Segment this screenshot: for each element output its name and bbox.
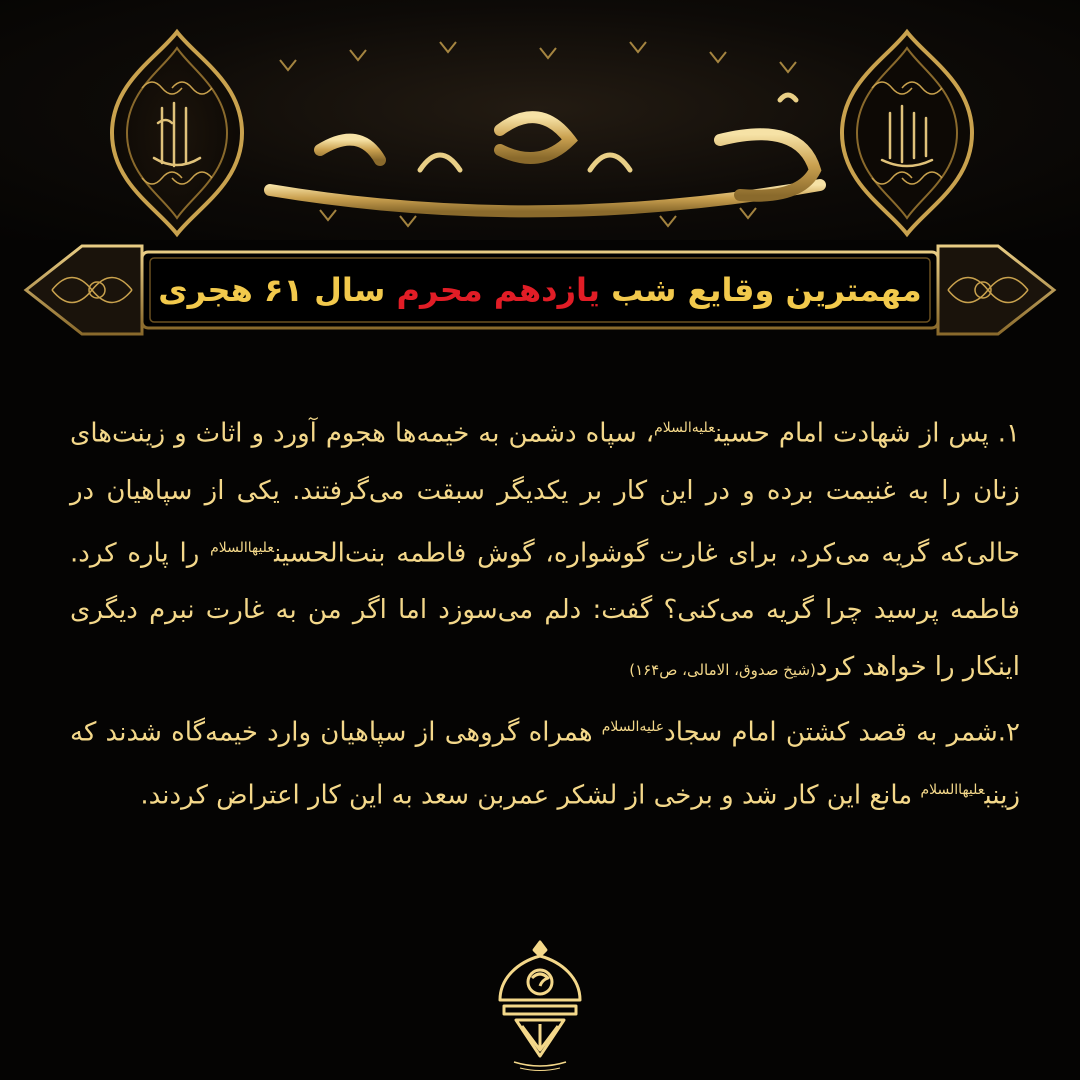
- article-body: [70, 400, 1020, 825]
- calligraphy-art: [240, 20, 840, 235]
- honorific-mark: علیها‌السلام: [920, 781, 985, 798]
- paragraph-text: ، سپاه دشمن به خیمه‌ها هجوم آورد و اثاث و زینت‌های زنان را به غنیمت برده و در این کار بر یکدیگر سبقت می‌گرفتند. یکی از سپاهیان در حالی‌که گریه می‌کرد، برای غارت گوشواره، گوش فاطمه بنت‌الحسین: [70, 418, 1020, 569]
- title-band: [22, 238, 1058, 342]
- paragraph-text: همراه گروهی از سپاهیان وارد خیمه‌گاه شدند که زینب: [70, 717, 1020, 811]
- honorific-mark: علیه‌السلام: [654, 420, 715, 436]
- ornament-medallion-icon: [832, 28, 982, 238]
- title-part-1: مهمترین وقایع شب: [600, 271, 922, 309]
- ornament-medallion-icon: [102, 28, 252, 238]
- honorific-mark: علیها‌السلام: [210, 539, 275, 556]
- paragraph-text: شمر به قصد کشتن امام سجاد: [664, 717, 998, 748]
- paragraph-1: [70, 400, 1020, 699]
- header-banner: [0, 0, 1080, 240]
- dome-pen-logo-icon: [486, 938, 594, 1073]
- title-highlight: یازدهم محرم: [396, 271, 601, 309]
- paragraph-number: ۱.: [997, 418, 1020, 449]
- page-title: [142, 262, 938, 318]
- paragraph-number: ۲.: [997, 717, 1020, 748]
- paragraph-text: مانع این کار شد و برخی از لشکر عمربن سعد به این کار اعتراض کردند.: [140, 780, 921, 811]
- title-part-3: سال ۶۱ هجری: [158, 271, 397, 309]
- paragraph-text: را پاره کرد. فاطمه پرسید چرا گریه می‌کنی؟ گفت: دلم می‌سوزد اما اگر من به غارت نبرم دیگری اینکار را خواهد کرد: [70, 538, 1020, 683]
- paragraph-2: [70, 699, 1020, 824]
- citation: (شیخ صدوق، الامالی، ص۱۶۴): [629, 661, 816, 680]
- paragraph-text: پس از شهادت امام حسین: [714, 418, 998, 449]
- honorific-mark: علیه‌السلام: [601, 719, 665, 736]
